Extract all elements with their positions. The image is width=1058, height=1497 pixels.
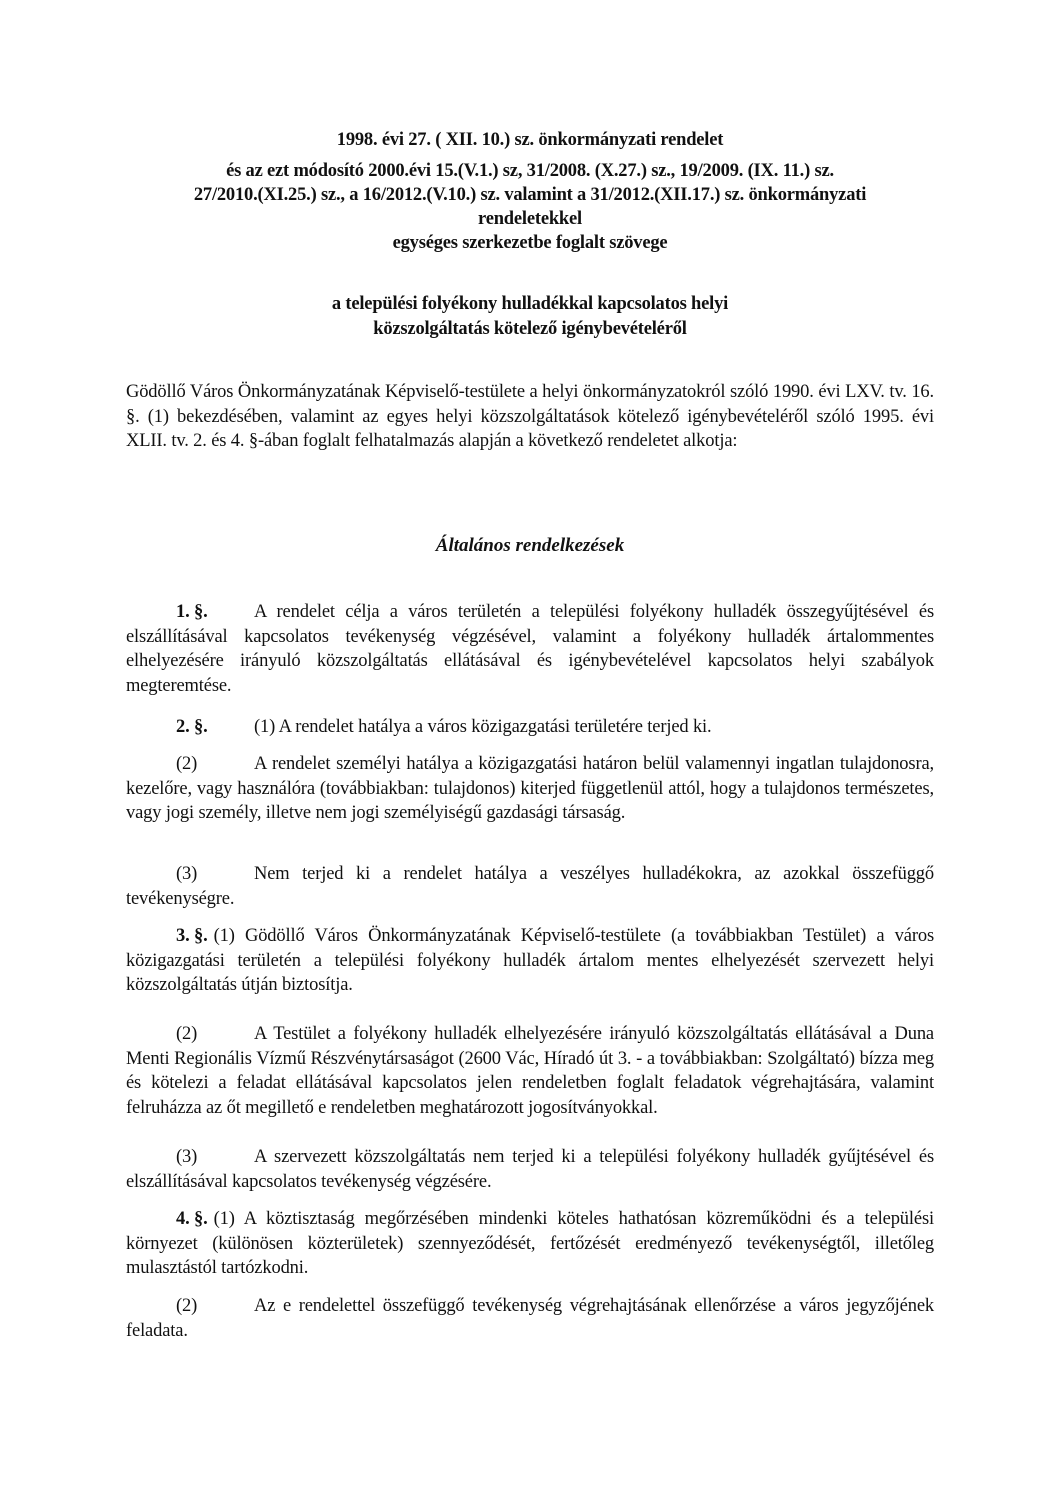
paragraph-text: (1) A köztisztaság megőrzésében mindenki köteles hathatósan közreműködni és a települési környezet (különösen közterületek) szennyeződését, fertőzését eredményező tevékenységtől, illetőleg mulasztástól tartózkodni.	[126, 1209, 934, 1279]
paragraph-3-3	[126, 1145, 934, 1194]
subsection-number: (3)	[176, 1147, 198, 1167]
header-line	[126, 183, 934, 207]
header-line-2: és az ezt módosító 2000.évi 15.(V.1.) sz, 31/2008. (X.27.) sz., 19/2009. (IX. 11.) sz.	[226, 161, 834, 181]
header-line-1: 1998. évi 27. ( XII. 10.) sz. önkormányzati rendelet	[336, 130, 724, 150]
section-title: Általános rendelkezések	[435, 535, 625, 556]
subject-line-2: közszolgáltatás kötelező igénybevételéről	[373, 319, 687, 339]
paragraph-3-2	[126, 1022, 934, 1120]
subject-line-1: a települési folyékony hulladékkal kapcsolatos helyi	[331, 294, 729, 314]
header-line	[126, 128, 934, 152]
preamble: Gödöllő Város Önkormányzatának Képviselő-testülete a helyi önkormányzatokról szóló 1990. évi LXV. tv. 16. §. (1) bekezdésében, valamint az egyes helyi közszolgáltatások kötelező igénybevételéről szóló 1995. évi XLII. tv. 2. és 4. §-ában foglalt felhatalmazás alapján a következő rendeletet alkotja:	[126, 382, 934, 452]
paragraph-4-2	[126, 1294, 934, 1343]
document-header	[126, 128, 934, 255]
paragraph-text: A Testület a folyékony hulladék elhelyezésére irányuló közszolgáltatás ellátásával a Duna Menti Regionális Vízmű Részvénytársaságot (2600 Vác, Híradó út 3. - a továbbiakban: Szolgáltató) bízza meg és kötelezi a feladat ellátásával kapcsolatos jelen rendeletben foglalt feladatok végrehajtására, valamint felruházza az őt megillető e rendeletben meghatározott jogosítványokkal.	[126, 1024, 934, 1118]
document-subject	[126, 292, 934, 342]
paragraph-3-1	[126, 924, 934, 998]
subsection-number: (3)	[176, 864, 198, 884]
paragraph-text: A rendelet célja a város területén a települési folyékony hulladék összegyűjtésével és elszállításával kapcsolatos tevékenység végzésével, valamint a folyékony hulladék ártalommentes elhelyezésére irányuló közszolgáltatás ellátásával és igénybevételével kapcsolatos helyi szabályok megteremtése.	[126, 602, 934, 696]
subsection-number: (2)	[176, 1296, 198, 1316]
header-line	[126, 231, 934, 255]
header-line-4: rendeletekkel	[478, 209, 582, 229]
paragraph-text: Nem terjed ki a rendelet hatálya a veszélyes hulladékokra, az azokkal összefüggő tevékenységre.	[126, 864, 934, 909]
paragraph-number: 2. §.	[176, 717, 208, 737]
header-line-5: egységes szerkezetbe foglalt szövege	[392, 233, 668, 253]
paragraph-4-1	[126, 1207, 934, 1281]
paragraph-1	[126, 600, 934, 698]
paragraph-text: (1) Gödöllő Város Önkormányzatának Képviselő-testülete (a továbbiakban Testület) a város közigazgatási területén a települési folyékony hulladék ártalom mentes elhelyezését szervezett helyi közszolgáltatás útján biztosítja.	[126, 926, 934, 996]
paragraph-text: A rendelet személyi hatálya a közigazgatási határon belül valamennyi ingatlan tulajdonosra, kezelőre, vagy használóra (továbbiakban: tulajdonos) kiterjed függetlenül attól, hogy a tulajdonos természetes, vagy jogi személy, illetve nem jogi személyiségű gazdasági társaság.	[126, 754, 934, 824]
paragraph-number: 1. §.	[176, 602, 208, 622]
paragraph-2-3	[126, 862, 934, 911]
subsection-number: (2)	[176, 754, 198, 774]
paragraph-2-2	[126, 752, 934, 826]
header-line	[126, 207, 934, 231]
header-line	[126, 159, 934, 183]
paragraph-2-1	[126, 715, 934, 740]
paragraph-text: A szervezett közszolgáltatás nem terjed ki a települési folyékony hulladék gyűjtésével és elszállításával kapcsolatos tevékenység végzésére.	[126, 1147, 934, 1192]
subsection-number: (2)	[176, 1024, 198, 1044]
paragraph-text: (1) A rendelet hatálya a város közigazgatási területére terjed ki.	[254, 717, 712, 737]
paragraph-number: 4. §.	[176, 1209, 208, 1229]
paragraph-text: Az e rendelettel összefüggő tevékenység végrehajtásának ellenőrzése a város jegyzőjének feladata.	[126, 1296, 934, 1341]
paragraph-number: 3. §.	[176, 926, 208, 946]
header-line-3: 27/2010.(XI.25.) sz., a 16/2012.(V.10.) sz. valamint a 31/2012.(XII.17.) sz. önkormányzati	[193, 185, 867, 205]
